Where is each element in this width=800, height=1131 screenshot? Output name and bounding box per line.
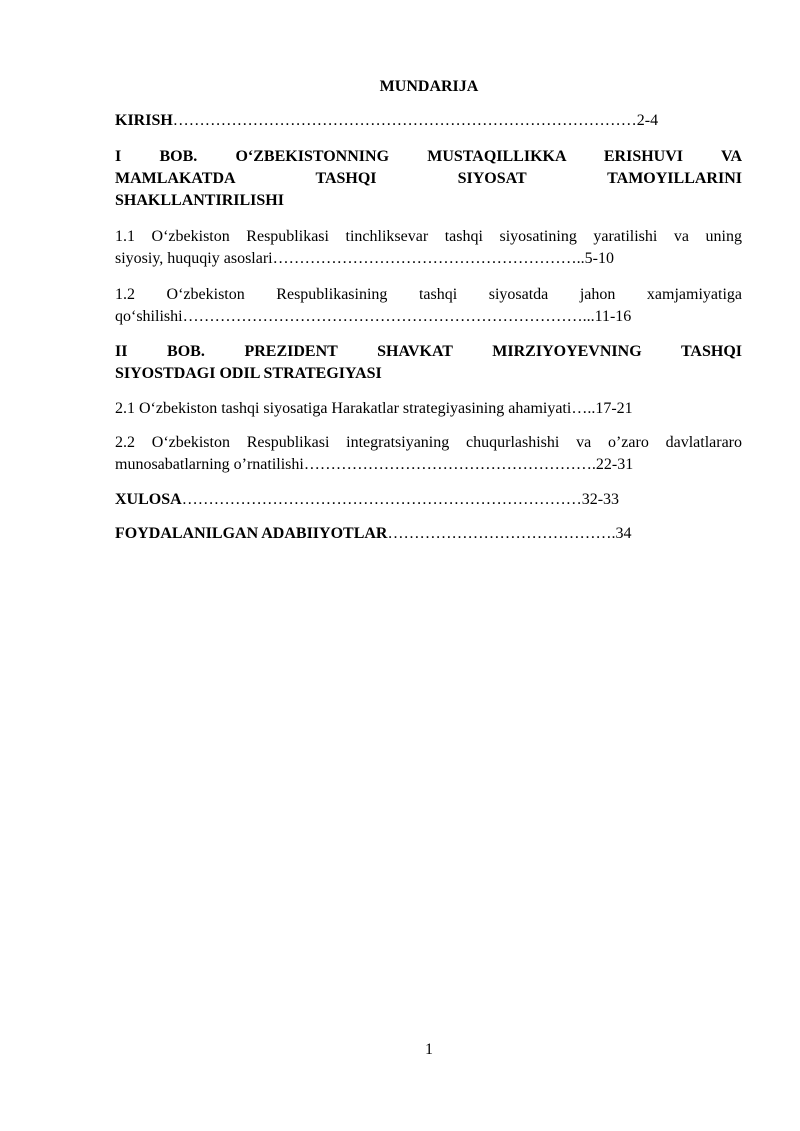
- section-title-line: 2.2 O‘zbekiston Respublikasi integratsiyaning chuqurlashishi va o’zaro davlatlararo: [115, 434, 742, 451]
- toc-entry-kirish: [115, 110, 742, 132]
- chapter-title-line: SHAKLLANTIRILISHI: [115, 192, 284, 209]
- toc-chapter-2: [115, 341, 742, 385]
- toc-chapter-1: [115, 146, 742, 212]
- section-title-text: munosabatlarning o’rnatilishi: [115, 456, 304, 473]
- chapter-title-line: II BOB. PREZIDENT SHAVKAT MIRZIYOYEVNING TASHQI: [115, 343, 742, 360]
- toc-leader-dots: …………………………………………………………………...: [182, 308, 595, 325]
- toc-entry-label: KIRISH: [115, 112, 173, 129]
- toc-page-range: 32-33: [581, 491, 620, 508]
- toc-leader-dots: …………………………………….: [387, 525, 616, 542]
- toc-section-1-1: [115, 226, 742, 270]
- section-title-text: qo‘shilishi: [115, 308, 183, 325]
- section-title-line: [115, 248, 742, 270]
- toc-leader-dots: ……………………………………………….: [303, 456, 596, 473]
- toc-page-range: 34: [615, 525, 632, 542]
- chapter-title-line: MAMLAKATDA TASHQI SIYOSAT TAMOYILLARINI: [115, 170, 742, 187]
- toc-leader-dots: …..: [571, 400, 596, 417]
- toc-section-2-2: [115, 432, 742, 476]
- toc-section-2-1: [115, 398, 742, 420]
- section-title-line: 1.2 O‘zbekiston Respublikasining tashqi siyosatda jahon xamjamiyatiga: [115, 286, 742, 303]
- toc-entry-adabiyotlar: [115, 523, 742, 545]
- toc-page-range: 2-4: [636, 112, 659, 129]
- toc-leader-dots: …………………………………………………..: [272, 250, 585, 267]
- section-title-line: [115, 454, 742, 476]
- toc-entry-label: FOYDALANILGAN ADABIIYOTLAR: [115, 525, 388, 542]
- page-number: 1: [425, 1041, 433, 1058]
- toc-page-range: 22-31: [595, 456, 634, 473]
- chapter-title-line: SIYOSTDAGI ODIL STRATEGIYASI: [115, 365, 382, 382]
- section-title-line: [115, 306, 742, 328]
- toc-page-range: 11-16: [594, 308, 632, 325]
- toc-entry-label: XULOSA: [115, 491, 182, 508]
- section-title-text: 2.1 O‘zbekiston tashqi siyosatiga Harakatlar strategiyasining ahamiyati: [115, 400, 572, 417]
- document-title: MUNDARIJA: [379, 78, 479, 95]
- chapter-title-line: I BOB. O‘ZBEKISTONNING MUSTAQILLIKKA ERISHUVI VA: [115, 148, 742, 165]
- toc-leader-dots: …………………………………………………………………: [181, 491, 582, 508]
- toc-section-1-2: [115, 284, 742, 328]
- section-title-line: 1.1 O‘zbekiston Respublikasi tinchliksevar tashqi siyosatining yaratilishi va uning: [115, 228, 742, 245]
- toc-page-range: 5-10: [584, 250, 614, 267]
- toc-entry-xulosa: [115, 489, 742, 511]
- section-title-text: siyosiy, huquqiy asoslari: [115, 250, 273, 267]
- toc-leader-dots: ……………………………………………………………………………: [172, 112, 637, 129]
- toc-page-range: 17-21: [595, 400, 633, 417]
